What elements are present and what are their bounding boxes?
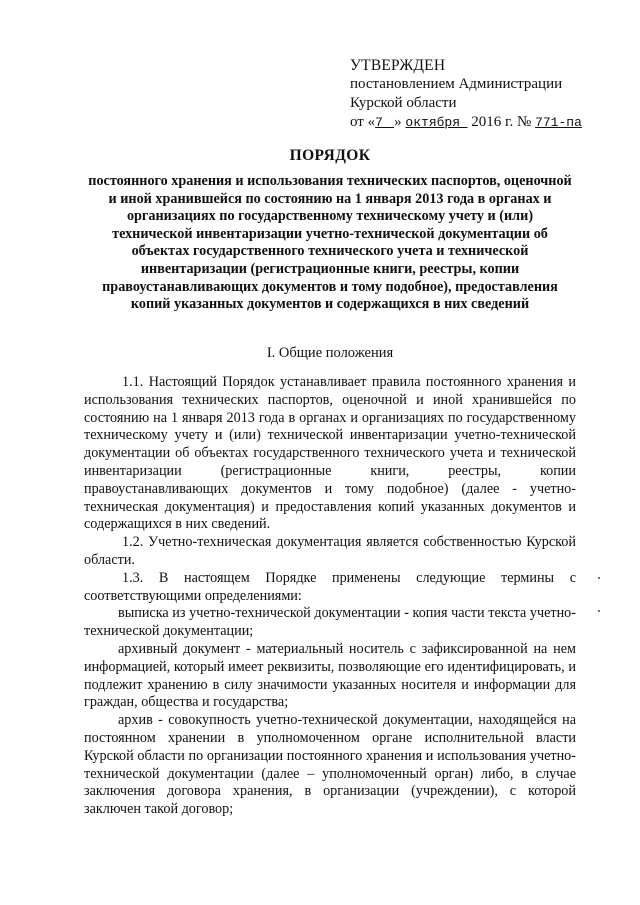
date-day: 7 [375,115,383,130]
definition-archive: архив - совокупность учетно-технической документации, находящейся на постоянном хранении в уполномоченном органе исполнительной власти Курской области по организации постоянного хранения и использования учетно-технической документации (далее – уполномоченный орган) либо, в случае заключения договора хранения, в организации (учреждении), с которой заключен такой договор; [84,712,576,818]
scan-speck [598,577,600,579]
date-month: октября [405,115,461,130]
paragraph-1-1: 1.1. Настоящий Порядок устанавливает правила постоянного хранения и использования технических паспортов, оценочной и иной хранившейся по состоянию на 1 января 2013 года в органах и организациях по государственному техническому учету и (или) технической инвентаризации учетно-технической документации об объектах государственного технического учета и технической инвентаризации (регистрационные книги, реестры, копии правоустанавливающих документов и тому подобное) (далее - учетно-техническая документация) и предоставления копий указанных документов и содержащихся в них сведений. [84,374,576,533]
section-heading: I. Общие положения [266,345,394,361]
document-subtitle: постоянного хранения и использования технических паспортов, оценочной и иной хранившейся по состоянию на 1 января 2013 года в органах и организациях по государственному техническому учету и (или) технической инвентаризации учетно-технической документации об объектах государственного технического учета и технической инвентаризации (регистрационные книги, реестры, копии правоустанавливающих документов и тому подобное), предоставления копий указанных документов и содержащихся в них сведений [88,173,572,313]
document-title: ПОРЯДОК [289,147,371,164]
scan-speck [598,610,600,612]
date-year: 2016 г. № [467,114,536,130]
definition-archival-document: архивный документ - материальный носитель с зафиксированной на нем информацией, который имеет реквизиты, позволяющие его идентифицировать, и подлежит хранению в силу значимости указанных носителя и информации для граждан, общества и государства; [84,640,576,711]
decree-number: 771-па [535,115,582,130]
paragraph-1-3: 1.3. В настоящем Порядке применены следующие термины с соответствующими определениями: [84,569,576,604]
date-day-blank [383,114,394,130]
paragraph-1-2: 1.2. Учетно-техническая документация является собственностью Курской области. [84,534,576,568]
document-body [84,374,576,819]
approval-line-2: Курской области [350,95,457,111]
approval-date-line [350,113,620,132]
approval-block [350,56,620,132]
date-prefix: от « [350,114,376,130]
approval-heading: УТВЕРЖДЕН [350,57,446,74]
date-month-blank [460,114,468,130]
date-mid: » [394,114,406,130]
approval-line-1: постановлением Администрации [350,76,563,92]
definition-extract: выписка из учетно-технической документации - копия части текста учетно-технической документации; [84,605,576,640]
